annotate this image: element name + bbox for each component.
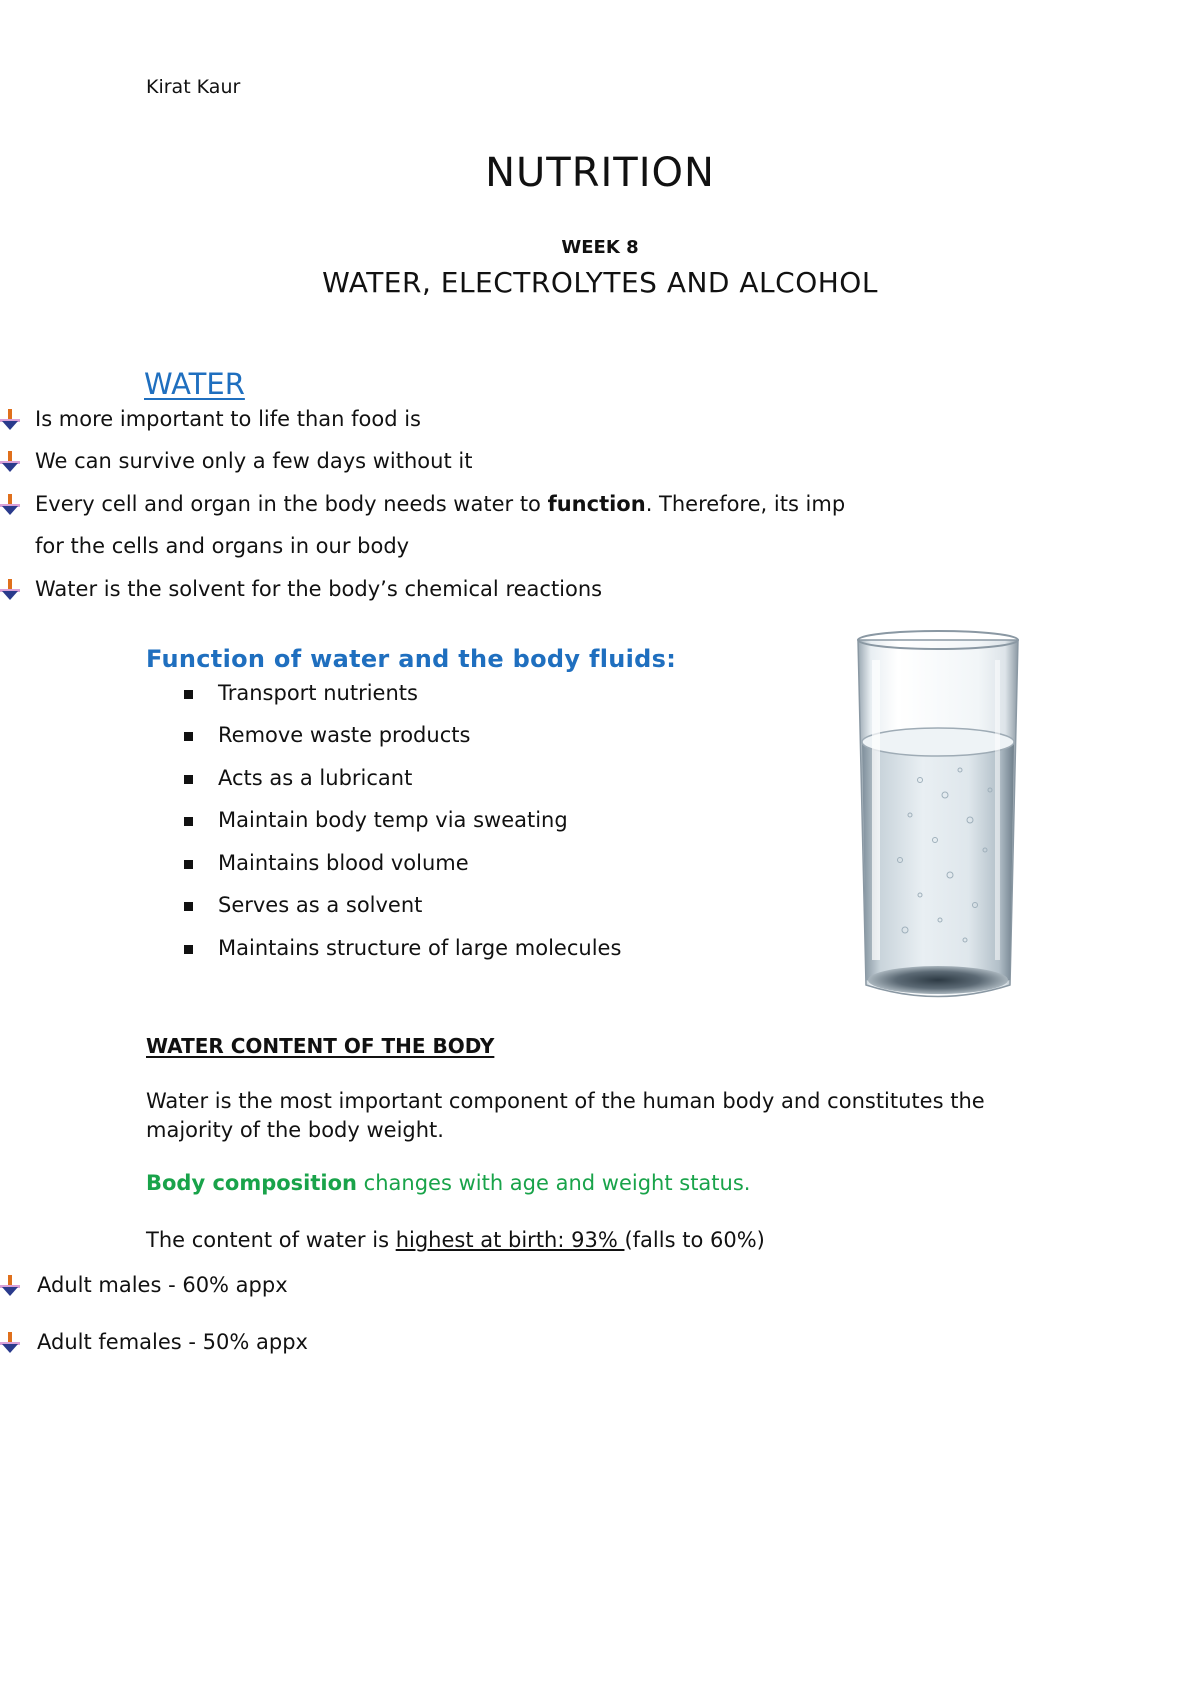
square-bullet-icon [184, 732, 193, 741]
arrow-down-bullet-icon [0, 1275, 20, 1297]
water-content-heading: WATER CONTENT OF THE BODY [146, 1034, 495, 1058]
arrow-down-bullet-icon [0, 579, 20, 601]
document-title: NUTRITION [485, 150, 715, 196]
document-subtitle: WATER, ELECTROLYTES AND ALCOHOL [322, 266, 878, 299]
water-glass-image [850, 630, 1026, 1010]
square-bullet-icon [184, 945, 193, 954]
function-heading: Function of water and the body fluids: [146, 645, 677, 673]
arrow-down-bullet-icon [0, 494, 20, 516]
square-bullet-icon [184, 775, 193, 784]
arrow-down-bullet-icon [0, 1332, 20, 1354]
document-page: Kirat Kaur NUTRITION WEEK 8 WATER, ELECTROLYTES AND ALCOHOL WATER Is more important to life than food is We can survive only a few days without it Every cell and organ in the body needs water to function. Therefore, its imp for the cells and organs in our body Water is the solvent for the body’s chemical reactions Function of water and the body fluids: Transport nutrients Remove waste products Acts as a lubricant Maintain body temp via sweating Maintains blood volume Serves as a solvent Maintains structure of large molecules WATER CONTENT OF THE BODY Water is the most important component of the human body and constitutes the majority of the body weight. Body composition changes with age and weight status. The content of water is highest at birth: 93% (falls to 60%) Adult males - 60% appx Adult females - 50% appx [0, 0, 1200, 1698]
water-heading: WATER [144, 367, 245, 401]
author-name: Kirat Kaur [146, 76, 241, 98]
arrow-down-bullet-icon [0, 409, 20, 431]
square-bullet-icon [184, 690, 193, 699]
week-label: WEEK 8 [561, 237, 639, 258]
square-bullet-icon [184, 902, 193, 911]
composition-paragraph: Body composition changes with age and weight status. [146, 1171, 751, 1195]
square-bullet-icon [184, 817, 193, 826]
body-paragraph: Water is the most important component of the human body and constitutes the majority of the body weight. [146, 1089, 985, 1142]
arrow-down-bullet-icon [0, 451, 20, 473]
square-bullet-icon [184, 860, 193, 869]
water-content-paragraph: The content of water is highest at birth: 93% (falls to 60%) [146, 1228, 765, 1252]
